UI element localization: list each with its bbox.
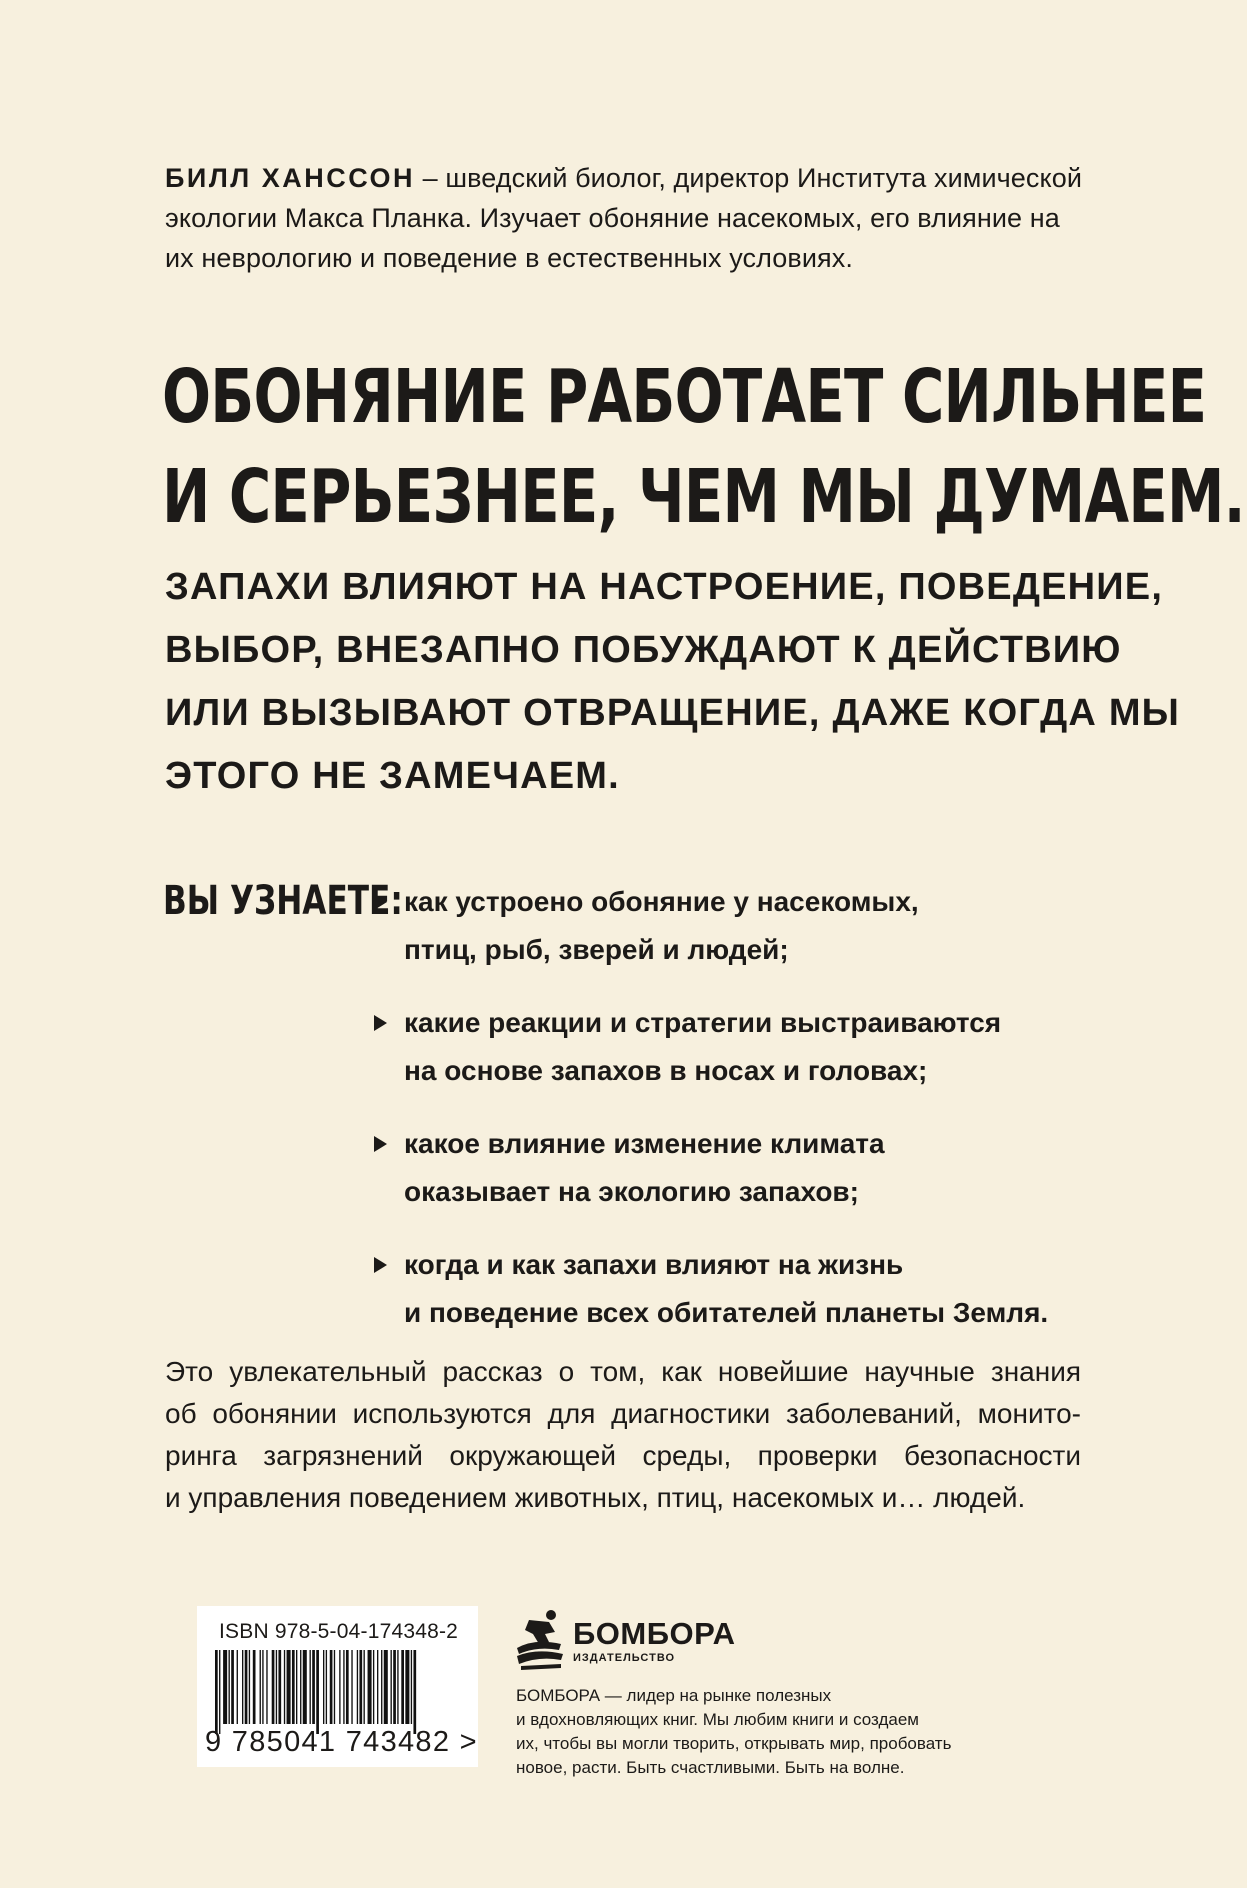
- list-item-line-1: как устроено обоняние у насекомых,: [404, 886, 919, 917]
- learn-title: ВЫ УЗНАЕТЕ:: [163, 878, 403, 924]
- subheadline-line-2: ВЫБОР, ВНЕЗАПНО ПОБУЖДАЮТ К ДЕЙСТВИЮ: [165, 629, 1122, 671]
- bullet-triangle-icon: [374, 894, 387, 910]
- description-line-1: Это увлекательный рассказ о том, как новейшие научные знания: [165, 1356, 1081, 1387]
- publisher-description: [516, 1684, 1016, 1780]
- headline-line-2: И СЕРЬЕЗНЕЕ, ЧЕМ МЫ ДУМАЕМ.: [162, 454, 1245, 540]
- publisher-subtitle: ИЗДАТЕЛЬСТВО: [573, 1652, 676, 1664]
- subheadline-line-1: ЗАПАХИ ВЛИЯЮТ НА НАСТРОЕНИЕ, ПОВЕДЕНИЕ,: [165, 566, 1164, 608]
- publisher-name: БОМБОРА: [573, 1616, 736, 1651]
- list-item-line-2: на основе запахов в носах и головах;: [404, 1055, 928, 1086]
- publisher-line-3: их, чтобы вы могли творить, открывать мир, пробовать: [516, 1734, 952, 1753]
- author-name: БИЛЛ ХАНССОН: [165, 163, 416, 193]
- surfer-logo-icon: [515, 1608, 567, 1670]
- subheadline-line-3: ИЛИ ВЫЗЫВАЮТ ОТВРАЩЕНИЕ, ДАЖЕ КОГДА МЫ: [165, 692, 1181, 734]
- barcode-block: [197, 1606, 478, 1767]
- isbn-label: ISBN 978-5-04-174348-2: [219, 1620, 459, 1643]
- list-item-line-2: и поведение всех обитателей планеты Земля.: [404, 1297, 1049, 1328]
- headline: [162, 347, 1245, 547]
- description: [165, 1351, 1081, 1519]
- description-line-4: и управления поведением животных, птиц, насекомых и… людей.: [165, 1482, 1026, 1513]
- list-item-line-1: когда и как запахи влияют на жизнь: [404, 1249, 904, 1280]
- headline-line-1: ОБОНЯНИЕ РАБОТАЕТ СИЛЬНЕЕ: [162, 354, 1207, 440]
- author-bio-text: – шведский биолог, директор Института химической экологии Макса Планка. Изучает обоняние насекомых, его влияние на их неврологию и поведение в естественных условиях.: [165, 163, 1083, 273]
- list-item-line-2: птиц, рыб, зверей и людей;: [404, 934, 789, 965]
- bullet-triangle-icon: [374, 1015, 387, 1031]
- bullet-triangle-icon: [374, 1257, 387, 1273]
- description-line-2: об обонянии используются для диагностики заболеваний, монито-: [165, 1398, 1081, 1429]
- list-item: [372, 1241, 1092, 1337]
- barcode-icon: [211, 1650, 467, 1734]
- subheadline-line-4: ЭТОГО НЕ ЗАМЕЧАЕМ.: [165, 755, 620, 797]
- publisher-line-1: БОМБОРА — лидер на рынке полезных: [516, 1686, 832, 1705]
- description-line-3: ринга загрязнений окружающей среды, проверки безопасности: [165, 1440, 1081, 1471]
- list-item: [372, 999, 1092, 1095]
- learn-list: [372, 878, 1092, 1362]
- bullet-triangle-icon: [374, 1136, 387, 1152]
- list-item-line-2: оказывает на экологию запахов;: [404, 1176, 859, 1207]
- barcode-digits: 9 785041 743482 >: [205, 1726, 478, 1758]
- list-item-line-1: какие реакции и стратегии выстраиваются: [404, 1007, 1002, 1038]
- list-item: [372, 1120, 1092, 1216]
- list-item-line-1: какое влияние изменение климата: [404, 1128, 885, 1159]
- author-bio: [165, 158, 1095, 278]
- publisher-logo: [515, 1608, 735, 1670]
- publisher-line-4: новое, расти. Быть счастливыми. Быть на волне.: [516, 1758, 905, 1777]
- subheadline: [165, 556, 1181, 808]
- publisher-line-2: и вдохновляющих книг. Мы любим книги и создаем: [516, 1710, 919, 1729]
- list-item: [372, 878, 1092, 974]
